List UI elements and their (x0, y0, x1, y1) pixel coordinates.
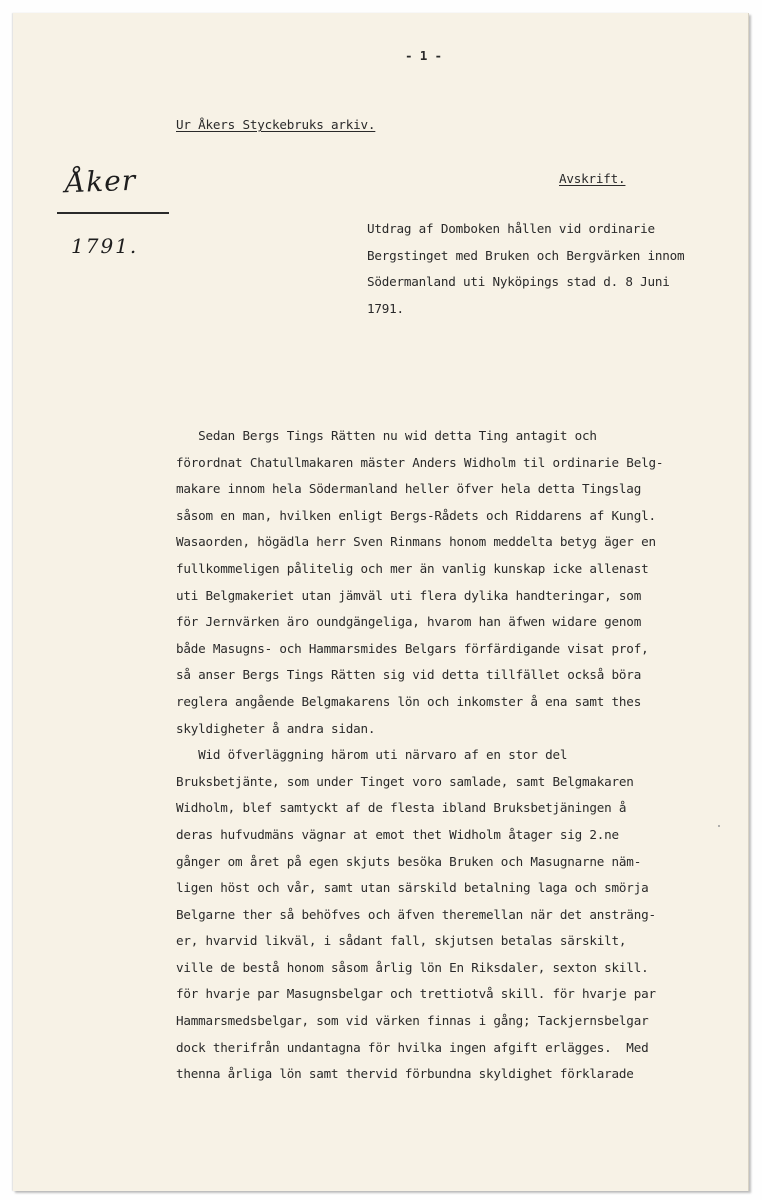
heading-line: 1791. (367, 300, 404, 316)
body-line: förordnat Chatullmakaren mäster Anders Widholm til ordinarie Belg- (176, 454, 664, 470)
body-line: dock therifrån undantagna för hvilka ingen afgift erlägges. Med (176, 1039, 649, 1055)
body-line: både Masugns- och Hammarsmides Belgars förfärdigande visat prof, (176, 640, 649, 656)
body-line: Wasaorden, högädla herr Sven Rinmans honom meddelta betyg äger en (176, 534, 656, 550)
document-heading (367, 216, 747, 322)
heading-line: Bergstinget med Bruken och Bergvärken innom (367, 247, 685, 263)
page-number: - 1 - (405, 48, 442, 63)
body-line: Belgarne ther så behöfves och äfven theremellan när det ansträng- (176, 906, 656, 922)
document-page (13, 13, 749, 1191)
document-body (176, 423, 746, 1088)
body-line: så anser Bergs Tings Rätten sig vid detta tillfället också böra (176, 667, 642, 683)
body-line: ville de bestå honom såsom årlig lön En Riksdaler, sexton skill. (176, 959, 649, 975)
body-line: Hammarsmedsbelgar, som vid värken finnas i gång; Tackjernsbelgar (176, 1013, 649, 1029)
body-line: såsom en man, hvilken enligt Bergs-Rådets och Riddarens af Kungl. (176, 507, 656, 523)
handwritten-place-name: Åker (64, 163, 137, 200)
body-line: er, hvarvid likväl, i sådant fall, skjutsen betalas särskilt, (176, 933, 627, 949)
body-line: Wid öfverläggning härom uti närvaro af en stor del (176, 747, 568, 763)
body-line: fullkommeligen pålitelig och mer än vanlig kunskap icke allenast (176, 560, 649, 576)
body-line: uti Belgmakeriet utan jämväl uti flera dylika handteringar, som (176, 587, 642, 603)
body-line: Widholm, blef samtyckt af de flesta ibland Bruksbetjäningen å (176, 800, 627, 816)
handwritten-underline (57, 212, 169, 214)
heading-line: Södermanland uti Nyköpings stad d. 8 Juni (367, 274, 670, 290)
body-line: thenna årliga lön samt thervid förbundna skyldighet förklarade (176, 1066, 634, 1082)
body-line: deras hufvudmäns vägnar at emot thet Widholm åtager sig 2.ne (176, 826, 619, 842)
body-line: för Jernvärken äro oundgängeliga, hvarom han äfwen widare genom (176, 614, 642, 630)
body-line: makare innom hela Södermanland heller öfver hela detta Tingslag (176, 481, 642, 497)
body-line: gånger om året på egen skjuts besöka Bruken och Masugnarne näm- (176, 853, 642, 869)
body-line: Sedan Bergs Tings Rätten nu wid detta Ting antagit och (176, 428, 597, 443)
pencil-mark (718, 825, 720, 827)
body-line: för hvarje par Masugnsbelgar och trettiotvå skill. för hvarje par (176, 986, 656, 1002)
body-line: ligen höst och vår, samt utan särskild betalning laga och smörja (176, 880, 649, 896)
body-line: Bruksbetjänte, som under Tinget voro samlade, samt Belgmakaren (176, 773, 634, 789)
body-line: skyldigheter å andra sidan. (176, 720, 376, 736)
archive-source-line: Ur Åkers Styckebruks arkiv. (176, 117, 376, 132)
transcript-label: Avskrift. (559, 171, 626, 186)
body-line: reglera angående Belgmakarens lön och inkomster å ena samt thes (176, 693, 642, 709)
handwritten-year: 1791. (71, 234, 139, 258)
heading-line: Utdrag af Domboken hållen vid ordinarie (367, 221, 655, 236)
